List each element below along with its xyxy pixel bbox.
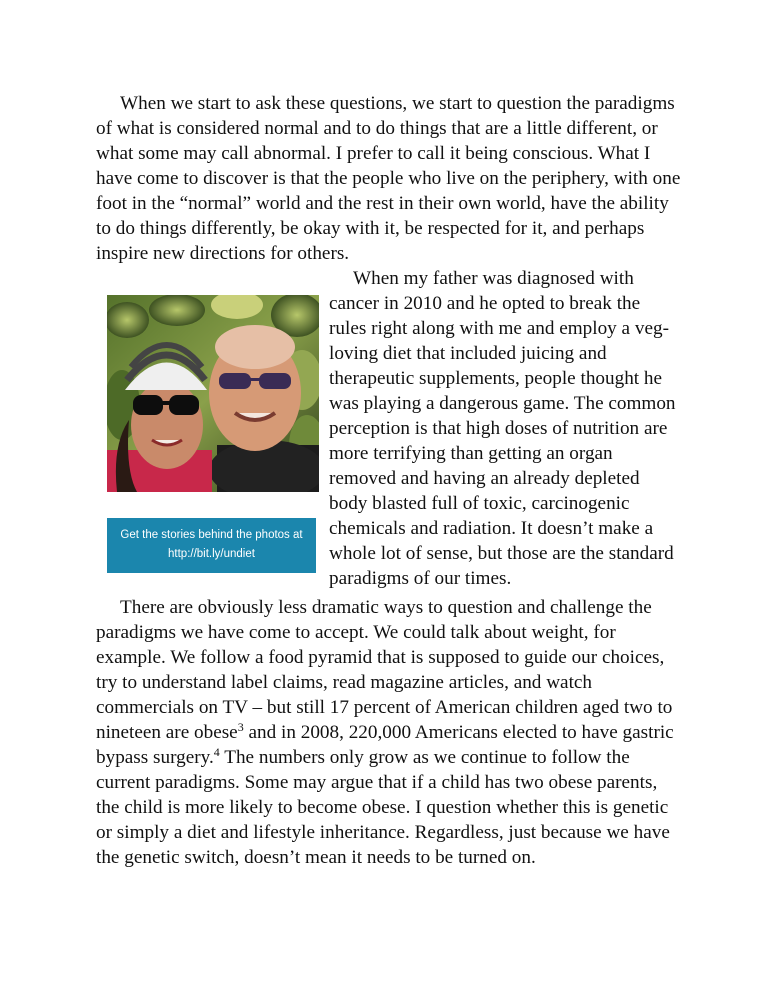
- text-line: [96, 745, 680, 770]
- text-segment: nineteen are obese: [96, 722, 238, 743]
- text-line: When my father was diagnosed with: [353, 268, 634, 289]
- text-line: cancer in 2010 and he opted to break the: [329, 293, 641, 314]
- text-line: current paradigms. Some may argue that if a child has two obese parents,: [96, 772, 658, 793]
- text-line: foot in the “normal” world and the rest in their own world, have the ability: [96, 193, 669, 214]
- text-line: therapeutic supplements, people thought he: [329, 368, 663, 389]
- text-line: When we start to ask these questions, we start to question the paradigms: [120, 93, 675, 114]
- footnote-marker[interactable]: 3: [237, 720, 244, 734]
- text-line: chemicals and radiation. It doesn’t make a: [329, 518, 654, 539]
- footnote-marker[interactable]: 4: [213, 745, 220, 759]
- text-line: body blasted full of toxic, carcinogenic: [329, 493, 630, 514]
- text-line: whole lot of sense, but those are the standard: [329, 543, 674, 564]
- caption-line: Get the stories behind the photos at: [120, 529, 303, 541]
- text-segment: and in 2008, 220,000 Americans elected to have gastric: [243, 722, 674, 743]
- text-segment: bypass surgery.: [96, 747, 214, 768]
- text-line: inspire new directions for others.: [96, 243, 350, 264]
- text-line: rules right along with me and employ a veg-: [329, 318, 669, 339]
- text-line: [96, 720, 680, 745]
- text-line: commercials on TV – but still 17 percent of American children aged two to: [96, 697, 673, 718]
- text-line: of what is considered normal and to do things that are a little different, or: [96, 118, 658, 139]
- paragraph-questioning-paradigms: [96, 91, 680, 266]
- paragraph-weight-paradigms: [96, 595, 680, 870]
- text-line: paradigms we have come to accept. We could talk about weight, for: [96, 622, 616, 643]
- father-daughter-photo: [107, 295, 319, 492]
- text-line: have come to discover is that the people who live on the periphery, with one: [96, 168, 681, 189]
- text-line: There are obviously less dramatic ways to question and challenge the: [120, 597, 652, 618]
- text-line: removed and having an already depleted: [329, 468, 640, 489]
- text-segment: The numbers only grow as we continue to follow the: [219, 747, 630, 768]
- text-line: paradigms of our times.: [329, 568, 512, 589]
- text-line: or simply a diet and lifestyle inheritance. Regardless, just because we have: [96, 822, 670, 843]
- text-line: the child is more likely to become obese. I question whether this is genetic: [96, 797, 669, 818]
- photo-caption-box: [107, 518, 316, 573]
- text-line: to do things differently, be okay with it, be respected for it, and perhaps: [96, 218, 645, 239]
- paragraph-father-diagnosis: [329, 266, 681, 591]
- text-line: was playing a dangerous game. The common: [329, 393, 676, 414]
- photo-image: [107, 295, 319, 492]
- caption-link[interactable]: http://bit.ly/undiet: [168, 548, 255, 560]
- text-line: try to understand label claims, read magazine articles, and watch: [96, 672, 593, 693]
- text-line: example. We follow a food pyramid that is supposed to guide our choices,: [96, 647, 665, 668]
- text-line: the genetic switch, doesn’t mean it needs to be turned on.: [96, 847, 536, 868]
- text-line: perception is that high doses of nutrition are: [329, 418, 668, 439]
- text-line: more terrifying than getting an organ: [329, 443, 613, 464]
- text-line: what some may call abnormal. I prefer to call it being conscious. What I: [96, 143, 651, 164]
- text-line: loving diet that included juicing and: [329, 343, 607, 364]
